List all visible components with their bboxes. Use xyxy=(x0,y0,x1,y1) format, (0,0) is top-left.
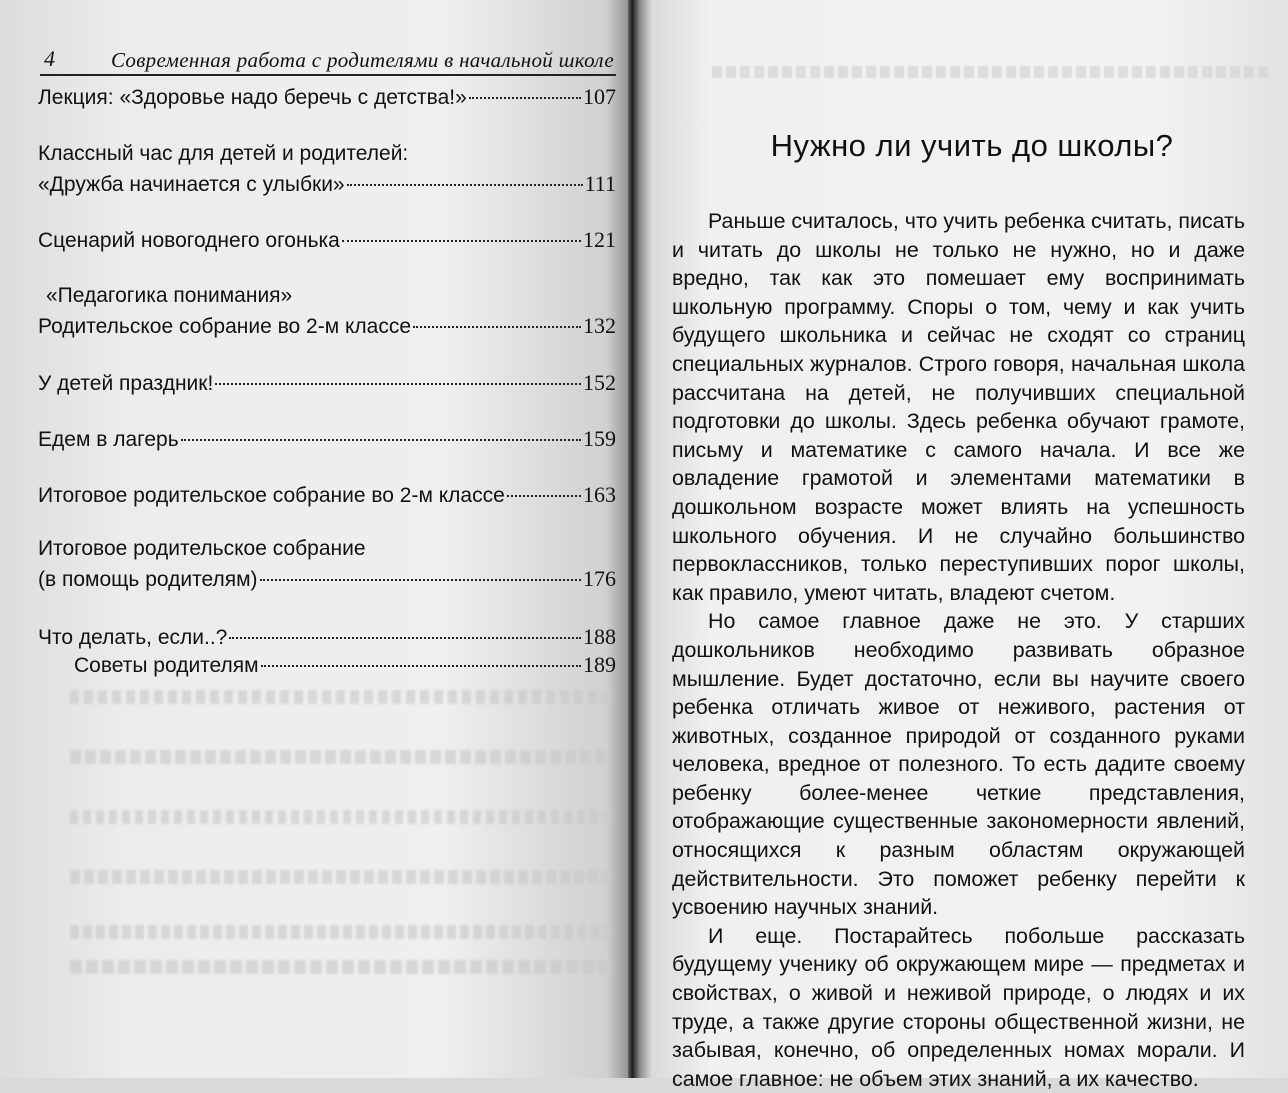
toc-entry xyxy=(38,368,616,399)
show-through-texture xyxy=(712,66,1272,78)
toc-entry-page: 163 xyxy=(583,482,616,507)
toc-entry-page: 152 xyxy=(583,370,616,395)
toc-entry xyxy=(38,622,616,653)
toc-entry-title-cont: «Дружба начинается с улыбки» xyxy=(38,173,345,196)
toc-entry xyxy=(38,82,616,113)
toc-entry-title: Что делать, если..? xyxy=(38,626,228,649)
article-title: Нужно ли учить до школы? xyxy=(770,128,1174,163)
toc-entry-page: 111 xyxy=(584,171,616,196)
paragraph: И еще. Постарайтесь побольше рассказать будущему ученику об окружающем мире — предметах и свойствах, о живой и неживой природе, о людях и их труде, а также другие стороны общественной жизни, не забывая, конечно, об определенных номах морали. И самое главное: не объем этих знаний, а их качество. xyxy=(672,923,1245,1091)
show-through-texture xyxy=(70,960,610,974)
left-page xyxy=(0,0,632,1078)
toc-entry-title: Итоговое родительское собрание xyxy=(38,537,366,560)
toc-entry xyxy=(38,139,616,200)
show-through-texture xyxy=(70,750,610,764)
toc-entry-title: Едем в лагерь xyxy=(38,428,179,451)
toc-entry xyxy=(38,281,616,342)
toc-entry-title: Итоговое родительское собрание во 2-м классе xyxy=(38,484,505,507)
toc-entry-page: 121 xyxy=(583,227,616,252)
toc-entry-page: 176 xyxy=(583,566,616,591)
toc-entry-title-cont: (в помощь родителям) xyxy=(38,568,258,591)
running-head xyxy=(40,46,616,76)
paragraph: Раньше считалось, что учить ребенка считать, писать и читать до школы не только не нужно, но и даже вредно, так как это помешает ему воспринимать школьную программу. Споры о том, чему и как учить будущего школьника и сейчас не сходят со страниц специальных журналов. Строго говоря, начальная школа рассчитана на детей, не получивших специальной подготовки до школы. Здесь ребенка обучают грамоте, письму и математике с самого начала. И все же овладение грамотой и элементами математики в дошкольном возрасте может влиять на успешность школьного обучения. И не случайно большинство первоклассников, только переступивших порог школы, как правило, умеют читать, владеют счетом. xyxy=(672,209,1245,605)
paragraph: Но самое главное даже не это. У старших дошкольников необходимо развивать образное мышление. Будет достаточно, если вы научите своего ребенка отличать живое от неживого, растения от животных, созданное природой от созданного руками человека, вредное от полезного. То есть дадите своему ребенку более-менее четкие представления, отображающие существенные закономерности явлений, относящихся к разным областям окружающей действительности. Это поможет ребенку перейти к усвоению научных знаний. xyxy=(672,609,1245,920)
toc-entry-title: «Педагогика понимания» xyxy=(46,284,293,307)
show-through-texture xyxy=(70,925,610,939)
show-through-texture xyxy=(70,690,610,704)
toc-entry xyxy=(38,534,616,595)
show-through-texture xyxy=(70,810,610,824)
toc-entry xyxy=(38,424,616,455)
article-body xyxy=(672,207,1245,1093)
toc-entry xyxy=(38,480,616,511)
toc-entry-page: 159 xyxy=(583,426,616,451)
toc-entry-page: 107 xyxy=(583,84,616,109)
right-page xyxy=(632,0,1288,1091)
page-number: 4 xyxy=(44,46,55,71)
toc-entry-title: Классный час для детей и родителей: xyxy=(38,142,409,165)
toc-entry-title: Лекция: «Здоровье надо беречь с детства!» xyxy=(38,86,467,109)
toc-entry-page: 188 xyxy=(583,624,616,649)
show-through-texture xyxy=(70,870,610,884)
toc-entry-title-cont: Родительское собрание во 2-м классе xyxy=(38,315,412,338)
toc-entry xyxy=(38,225,616,256)
toc-entry xyxy=(38,650,616,681)
toc-entry-page: 189 xyxy=(583,652,616,677)
toc-entry-title: Сценарий новогоднего огонька xyxy=(38,229,340,252)
running-head-title: Современная работа с родителями в начальной школе xyxy=(110,48,614,72)
toc-entry-page: 132 xyxy=(583,313,616,338)
toc-entry-title: У детей праздник! xyxy=(38,372,214,395)
toc-entry-title: Советы родителям xyxy=(74,654,259,677)
